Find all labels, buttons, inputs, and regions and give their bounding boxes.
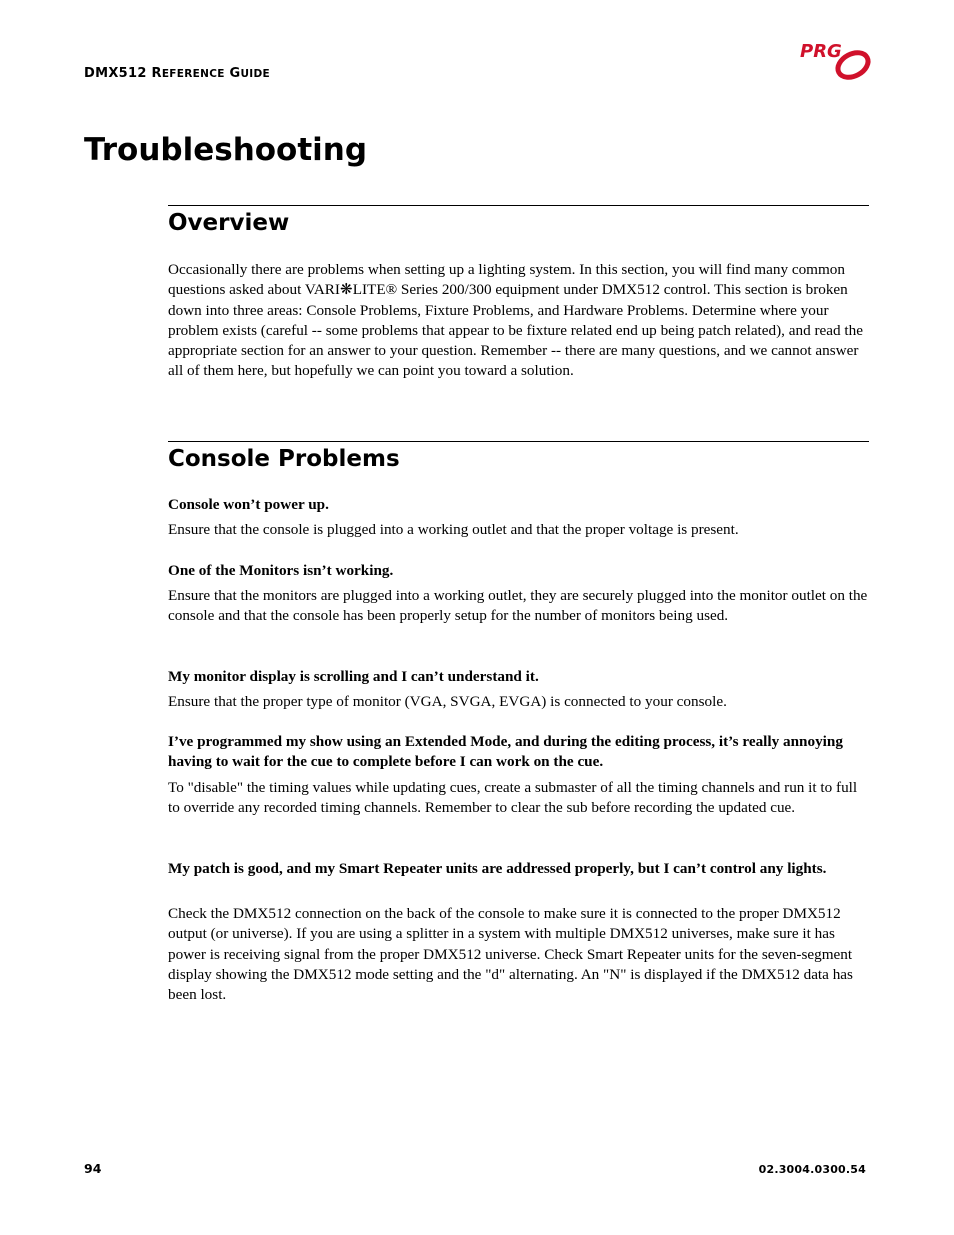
prg-logo (796, 38, 874, 82)
question-monitors: One of the Monitors isn’t working. (168, 562, 394, 579)
page-number: 94 (84, 1161, 102, 1176)
question-extended-mode: I’ve programmed my show using an Extended Mode, and during the editing process, it’s really annoying having to wait for the cue to complete before I can work on the cue. (168, 733, 843, 771)
answer-console-power: Ensure that the console is plugged into a working outlet and that the proper voltage is present. (168, 521, 739, 538)
console-rule (168, 441, 869, 442)
overview-rule (168, 205, 869, 206)
question-console-power: Console won’t power up. (168, 496, 329, 513)
answer-monitors: Ensure that the monitors are plugged into a working outlet, they are securely plugged into the monitor outlet on the console and that the console has been properly setup for the number of monitors being used. (168, 587, 868, 625)
console-heading: Console Problems (168, 446, 400, 472)
overview-paragraph: Occasionally there are problems when setting up a lighting system. In this section, you will find many common questions asked about VARI❋LITE® Series 200/300 equipment under DMX512 control. This section is broken down into three areas: Console Problems, Fixture Problems, and Hardware Problems. Determine where your problem exists (careful -- some problems that appear to be fixture related end up being patch related), and read the appropriate section for an answer to your question. Remember -- there are many questions, and we cannot answer all of them here, but hopefully we can point you toward a solution. (168, 261, 863, 380)
answer-extended-mode: To "disable" the timing values while updating cues, create a submaster of all the timing channels and run it to full to override any recorded timing channels. Remember to clear the sub before recording the updated cue. (168, 779, 858, 817)
question-monitor-scrolling: My monitor display is scrolling and I can’t understand it. (168, 668, 539, 685)
overview-heading: Overview (168, 210, 290, 236)
page-title: Troubleshooting (84, 132, 368, 168)
answer-no-control: Check the DMX512 connection on the back of the console to make sure it is connected to the proper DMX512 output (or universe). If you are using a splitter in a system with multiple DMX512 universes, make sure it has power is receiving signal from the proper DMX512 universe. Check Smart Repeater units for the seven-segment display showing the DMX512 mode setting and the "d" alternating. An "N" is displayed if the DMX512 data has been lost. (168, 905, 853, 1004)
svg-text:PRG: PRG (800, 41, 842, 62)
running-header: DMX512 REFERENCE GUIDE (84, 66, 270, 81)
document-number: 02.3004.0300.54 (758, 1163, 866, 1176)
answer-monitor-scrolling: Ensure that the proper type of monitor (VGA, SVGA, EVGA) is connected to your console. (168, 693, 727, 710)
question-no-control: My patch is good, and my Smart Repeater units are addressed properly, but I can’t control any lights. (168, 860, 827, 877)
